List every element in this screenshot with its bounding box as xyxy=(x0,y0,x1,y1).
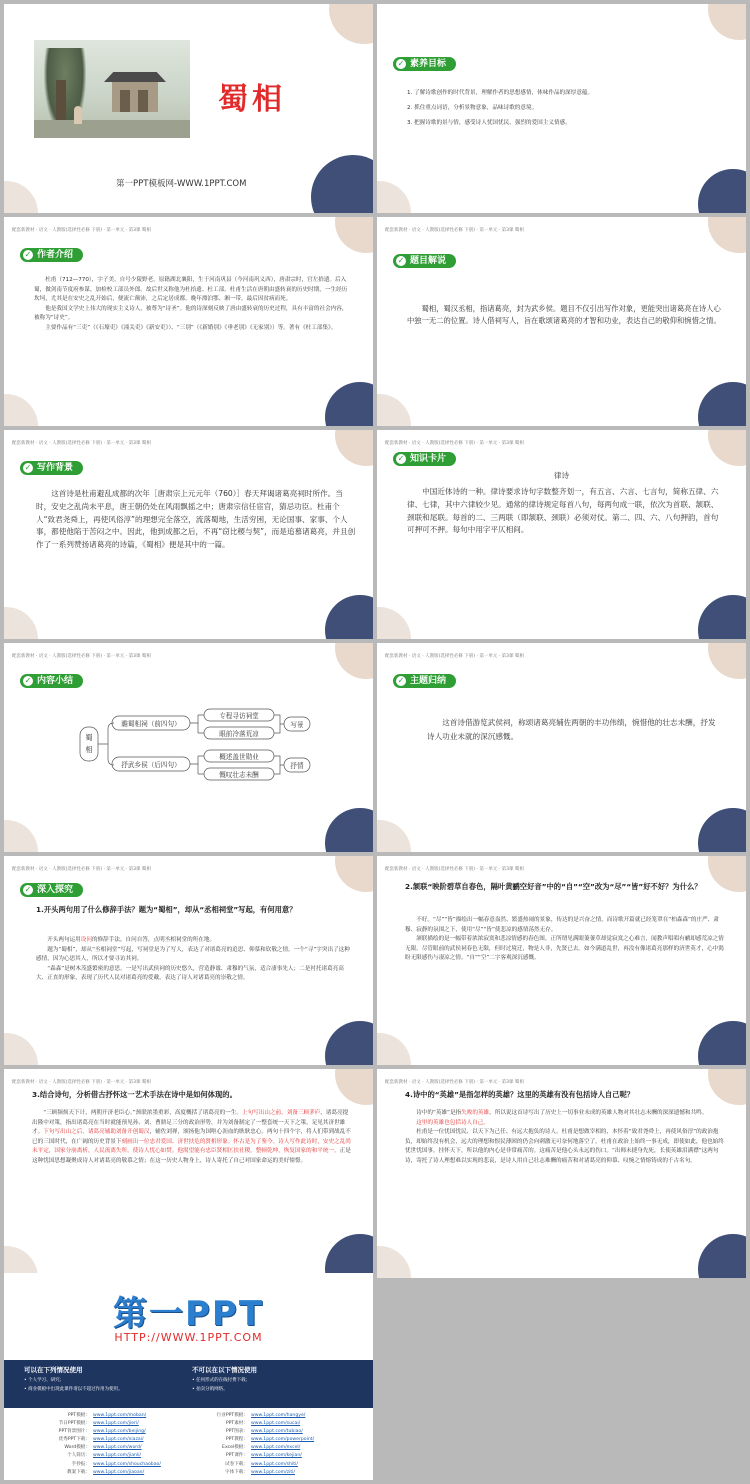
slide-explore-2 xyxy=(377,856,746,1065)
link-url[interactable]: www.1ppt.com/jieri/ xyxy=(93,1421,139,1427)
decor-circle xyxy=(335,217,373,253)
link-label: PPT教程： xyxy=(225,1437,248,1443)
link-url[interactable]: www.1ppt.com/sucai/ xyxy=(251,1421,301,1427)
link-label: 优秀PPT下载： xyxy=(58,1437,90,1443)
diagram-leaf: 专程寻访祠堂 xyxy=(219,712,259,720)
links-right-column xyxy=(192,1412,362,1477)
links-left-column xyxy=(34,1412,194,1477)
section-tag-label: 素养目标 xyxy=(410,59,447,69)
slide-explore-4 xyxy=(377,1069,746,1278)
slide-knowledge-card xyxy=(377,430,746,639)
answer-highlight: 下句写出山之后，诸葛亮辅助刘备开创蜀汉 xyxy=(43,1129,150,1136)
slide-credits xyxy=(4,1273,373,1480)
usage-allowed-item: • 个人学习、研究； xyxy=(24,1378,65,1383)
slide-explore-3 xyxy=(4,1069,373,1278)
decor-circle xyxy=(698,595,746,639)
decor-circle xyxy=(377,394,411,426)
question: 3.结合诗句，分析借古抒怀这一艺术手法在诗中是如何体现的。 xyxy=(32,1090,237,1099)
goal-item: 3. 把握诗歌的景与情，感受诗人忧国忧民、强烈的爱国主义情感。 xyxy=(407,120,571,126)
paragraph: 杜甫（712—770），字子美，自号少陵野老。原籍湖北襄阳，生于河南巩县（今河南巩义西），唐肃宗时，官左拾遗。后入蜀，做剑南节度府参谋，加检校工部员外郎。故后世又称他为杜拾遗、杜工部。杜甫生活在唐朝由盛转衰的历史时期，一生经历坎坷，尤其是在安史之乱开始后，便流亡颠沛，之后定居成都。晚年漂泊鄂、湘一带，最后因贫病而死。 xyxy=(34,277,348,303)
brand-url: HTTP://WWW.1PPT.COM xyxy=(114,1331,263,1344)
paragraph: 杜甫是一位忧国忧民、以天下为己任、有远大抱负的诗人。杜甫是想做宰相的，本怀着“致君尧舜上，再使风俗淳”的政治抱负，却始终没有机会，远大的理想和恨民薄困的仍会向刺激无可奈何地落空了。杜甫在政治上始终一事无成，即使如此，他也始终忧世忧国事，挂怀天下，所以他的内心是非常痛苦的。这痛苦是他心头永远的伤口。“出师未捷身先死，长使英雄泪满襟”这两句诗，寄托了诗人理想难以实现的悲哀，是诗人用自己壮志难酬的痛苦和对诸葛亮的仰慕、叹惋之情熔铸成的千古名句。 xyxy=(405,1129,724,1164)
answer-part: ，诸葛亮提出隆中对策，指出诸葛亮在当时就能预见孙、刘、曹鼎足三分的政治形势，并为刘备制定了一整套统一天下之策，足见其济世雄才。 xyxy=(32,1110,349,1136)
answer-highlight: 这里的英雄也包括诗人自己。 xyxy=(416,1119,489,1126)
section-tag-label: 内容小结 xyxy=(37,676,74,686)
paragraph: 这首诗借游览武侯祠，称颂诸葛亮辅佐两朝的丰功伟绩，惋惜他的壮志未酬，抒发诗人功业未就的深沉感慨。 xyxy=(427,718,716,741)
link-row xyxy=(192,1420,362,1428)
breadcrumb: 配套新教材 · 语文 · 人教版(选择性必修 下册) · 第一单元 · 第3课 蜀相 xyxy=(385,1080,524,1085)
link-row xyxy=(192,1469,362,1477)
link-row xyxy=(34,1420,194,1428)
check-icon: ✓ xyxy=(397,256,405,265)
goal-item: 1. 了解诗歌创作的时代背景，理解作者的思想感情，体味作品的深厚意蕴。 xyxy=(407,90,594,96)
slide-cover xyxy=(4,4,373,213)
section-tag-label: 知识卡片 xyxy=(410,454,447,464)
answer-part: ，辅佐刘禅，颂扬他为国呕心沥血的耿耿忠心。两句十四个字，将人们带到战乱不已的三国时代，在广阔的历史背景下 xyxy=(32,1129,351,1145)
usage-allowed-item: • 商业模板中出现此课件请以不超过作用为使用。 xyxy=(24,1387,123,1392)
section-tag xyxy=(20,461,83,475)
summary-diagram xyxy=(4,643,373,852)
diagram-result: 抒情 xyxy=(290,762,304,770)
link-label: 节日PPT模板： xyxy=(58,1421,90,1427)
site-footer: 第一PPT模板网-WWW.1PPT.COM xyxy=(116,179,247,189)
slide-title-explain xyxy=(377,217,746,426)
section-tag-label: 写作背景 xyxy=(37,463,74,473)
section-tag xyxy=(393,452,456,466)
section-tag xyxy=(20,883,83,897)
paragraph: 蜀相，蜀汉丞相，指诸葛亮，封为武乡侯。题目不仅引出写作对象，更能突出诸葛亮在诗人心中独一无二的位置。诗人借祠写人，旨在歌颂诸葛亮的才智和功业，表达自己的敬仰和惋惜之情。 xyxy=(407,304,721,326)
section-tag xyxy=(20,248,83,262)
link-row xyxy=(34,1444,194,1452)
decor-circle xyxy=(698,1234,746,1278)
answer-highlight: 上句写出山之前，刘备三顾茅庐 xyxy=(241,1110,321,1116)
breadcrumb: 配套新教材 · 语文 · 人教版(选择性必修 下册) · 第一单元 · 第3课 蜀相 xyxy=(385,654,524,659)
question: 1.开头两句用了什么修辞手法？题为“蜀相”，却从“丞相祠堂”写起，有何用意？ xyxy=(36,905,297,914)
breadcrumb: 配套新教材 · 语文 · 人教版(选择性必修 下册) · 第一单元 · 第3课 蜀相 xyxy=(385,441,524,446)
link-label: 行业PPT模板： xyxy=(216,1413,248,1418)
slide-goals xyxy=(377,4,746,213)
link-url[interactable]: www.1ppt.com/moban/ xyxy=(93,1413,147,1418)
decor-circle xyxy=(325,1234,373,1278)
breadcrumb: 配套新教材 · 语文 · 人教版(选择性必修 下册) · 第一单元 · 第3课 蜀相 xyxy=(12,654,151,659)
link-url[interactable]: www.1ppt.com/xiazai/ xyxy=(93,1437,144,1443)
link-url[interactable]: www.1ppt.com/jiaoan/ xyxy=(93,1469,145,1475)
decor-circle xyxy=(335,430,373,466)
answer-highlight: 失败的英雄 xyxy=(461,1110,490,1116)
answer-part: 正是这种忧国思想凝聚成诗人对诸葛亮的敬慕之情；在这一历史人物身上，诗人寄托了自己对国家命运的美好憧憬。 xyxy=(32,1148,351,1164)
answer-part: 开头两句运用 xyxy=(47,937,81,943)
link-row xyxy=(34,1436,194,1444)
section-tag-label: 主题归纳 xyxy=(410,676,447,686)
question: 2.颔联“映阶碧草自春色，隔叶黄鹂空好音”中的“自”“空”改为“尽”“皆”好不好？为什么？ xyxy=(405,882,702,891)
diagram-branch-2: 抒武乡侯（后四句） xyxy=(121,761,181,769)
link-label: PPT模板： xyxy=(67,1413,90,1418)
link-row xyxy=(34,1469,194,1477)
check-icon: ✓ xyxy=(397,59,405,68)
decor-circle xyxy=(325,595,373,639)
decor-circle xyxy=(698,382,746,426)
diagram-leaf: 慨叹壮志未酬 xyxy=(219,771,259,779)
answer-part: 的修辞手法，自问自答，点明丞相祠堂的所在地。 xyxy=(91,937,216,943)
link-row xyxy=(192,1452,362,1460)
paragraph: 不好。“尽”“皆”描绘出一幅春意盎然、繁盛热闹的景象，传达的是兴奋之情，而诗歌开篇就已经笼罩在“柏森森”的庄严、肃穆、寂静的氛围之下，使用“尽”“皆”使悲凉的感情荡然无存。 xyxy=(405,917,719,933)
link-url[interactable]: www.1ppt.com/excel/ xyxy=(251,1445,301,1451)
link-url[interactable]: www.1ppt.com/ziti/ xyxy=(251,1469,295,1475)
diagram-root-1: 蜀 xyxy=(85,733,93,742)
check-icon: ✓ xyxy=(397,676,405,685)
slide-author xyxy=(4,217,373,426)
link-label: 手抄报： xyxy=(71,1461,90,1467)
breadcrumb: 配套新教材 · 语文 · 人教版(选择性必修 下册) · 第一单元 · 第3课 蜀相 xyxy=(12,228,151,233)
link-label: PPT课件： xyxy=(225,1453,248,1459)
link-label: 个人简历： xyxy=(67,1453,90,1459)
slide-title: 蜀相 xyxy=(218,82,286,117)
answer-highlight: 刻画出一位忠君爱国、济世扶危的贤相形象。怀古是为了鉴今。诗人写作此诗时，安史之乱尚未平定，国家分崩离析，人民流离失所，使诗人忧心如焚。他渴望能有忠臣贤相匡扶社稷，整顿乾坤，恢复国家的和平统一。 xyxy=(32,1138,351,1155)
link-label: 字体下载： xyxy=(225,1469,248,1475)
link-url[interactable]: www.1ppt.com/jianli/ xyxy=(93,1453,142,1459)
card-heading: 律诗 xyxy=(553,471,570,480)
paragraph: 题为“蜀相”，却从“丞相祠堂”写起，写祠堂是为了写人，表达了对诸葛亮的追思、仰慕和钦敬之情。一个“寻”字突出了这种感情，因为心思其人，所以才要寻访其祠。 xyxy=(36,946,350,963)
slide-summary xyxy=(4,643,373,852)
section-tag-label: 深入探究 xyxy=(37,885,74,895)
goals-list xyxy=(407,86,727,131)
answer-part: ，所以说这首诗写出了历史上一切事业未成的英雄人物对其壮志未酬的深深遗憾和共鸣。 xyxy=(489,1110,708,1116)
slide-background xyxy=(4,430,373,639)
link-row xyxy=(192,1444,362,1452)
check-icon: ✓ xyxy=(24,463,32,472)
diagram-result: 写景 xyxy=(290,721,304,729)
diagram-leaf: 眼前冷落荒凉 xyxy=(219,730,259,738)
brand-logo: 第一PPT xyxy=(112,1294,265,1334)
link-url[interactable]: www.1ppt.com/shouchaobao/ xyxy=(93,1461,161,1467)
decor-circle xyxy=(698,169,746,213)
decor-circle xyxy=(708,217,746,253)
decor-circle xyxy=(708,643,746,679)
link-url[interactable]: www.1ppt.com/powerpoint/ xyxy=(251,1437,315,1443)
answer-text xyxy=(405,916,725,964)
breadcrumb: 配套新教材 · 语文 · 人教版(选择性必修 下册) · 第一单元 · 第3课 蜀相 xyxy=(385,867,524,872)
author-text xyxy=(34,276,350,334)
link-row xyxy=(34,1412,194,1420)
decor-circle xyxy=(377,181,411,213)
link-label: Excel模板： xyxy=(222,1445,248,1451)
link-row xyxy=(192,1436,362,1444)
link-url[interactable]: www.1ppt.com/hangye/ xyxy=(251,1413,306,1418)
usage-allowed-heading: 可以在下列情况使用 xyxy=(24,1366,83,1374)
slide-explore-1 xyxy=(4,856,373,1065)
check-icon: ✓ xyxy=(24,885,32,894)
breadcrumb: 配套新教材 · 语文 · 人教版(选择性必修 下册) · 第一单元 · 第3课 蜀相 xyxy=(12,1080,151,1085)
link-url[interactable]: www.1ppt.com/word/ xyxy=(93,1445,142,1451)
section-tag xyxy=(393,674,456,688)
goal-item: 2. 抓住重点词语，分析景物意象，品味诗歌的意境。 xyxy=(407,105,538,111)
decor-circle xyxy=(377,607,411,639)
paragraph: 主要作品有“三吏”（《石壕吏》《潼关吏》《新安吏》）、“三别”（《新婚别》《垂老别》《无家别》）等。著有《杜工部集》。 xyxy=(45,324,337,331)
section-tag xyxy=(393,254,456,268)
link-row xyxy=(192,1412,362,1420)
breadcrumb: 配套新教材 · 语文 · 人教版(选择性必修 下册) · 第一单元 · 第3课 蜀相 xyxy=(385,228,524,233)
link-row xyxy=(192,1461,362,1469)
decor-circle xyxy=(708,430,746,466)
check-icon: ✓ xyxy=(24,676,32,685)
paragraph: 这首诗是杜甫避乱成都的次年［唐肃宗上元元年（760）］春天拜谒诸葛亮祠时所作。当时，安史之乱尚未平息，唐王朝仍处在风雨飘摇之中；唐肃宗信任宦官，猜忌功臣。杜甫个人“致君尧舜上，再使风俗淳”的理想完全落空，流落蜀地，生活穷困，无论国事、家事、个人事，都使他陷于苦闷之中。因此，他到成都之后，不再“窃比稷与契”，而是追慕诸葛亮，并且创作了一系列赞扬诸葛亮的诗篇，《蜀相》便是其中的一篇。 xyxy=(36,489,356,550)
usage-denied-item: • 任何形式的在线付费下载； xyxy=(192,1378,251,1383)
decor-circle xyxy=(4,607,38,639)
slide-theme xyxy=(377,643,746,852)
decor-circle xyxy=(335,856,373,892)
link-url[interactable]: www.1ppt.com/beijing/ xyxy=(93,1429,146,1435)
decor-circle xyxy=(325,1021,373,1065)
decor-circle xyxy=(708,4,746,40)
link-url[interactable]: www.1ppt.com/kejian/ xyxy=(251,1453,302,1459)
link-url[interactable]: www.1ppt.com/shiti/ xyxy=(251,1461,298,1467)
paragraph: 中国近体诗的一种。律诗要求诗句字数整齐划一，有五言、六言、七言句，简称五律、六律、七律，其中六律较少见。通常的律诗规定每首八句，每两句成一联，依次为首联、颔联、颈联和尾联。每首的二、三两联（即颔联、颈联）必须对仗。第二、四、六、八句押韵，首句可押可不押。每句中用字平仄相间。 xyxy=(407,487,719,535)
cover-painting xyxy=(34,40,190,138)
diagram-root-2: 相 xyxy=(85,745,93,754)
paragraph: 他是我国文学史上伟大的现实主义诗人，被尊为“诗圣”。他的诗深刻反映了唐由盛转衰的历史过程，具有丰富的社会内容，被称为“诗史”。 xyxy=(34,305,348,322)
link-label: 试卷下载： xyxy=(225,1461,248,1467)
paragraph: 颔联描绘的是一幅带着浓浓寂寞和悲凉情感的春色图。正所谓见满眼萋萋草却觉寂寞之心难言，闻教声唱唱有鹂却感荒凉之情无限。尽管眼前的武侯祠春色无限，但时过境迁，物是人非，先贤已去。如今满道乱世，再没有像诸葛亮那样的济世英才，心中渴盼无限感伤与凄凉之情。“自”“空”二字客观深沉感慨。 xyxy=(405,936,724,962)
answer-text xyxy=(32,1109,352,1167)
link-label: PPT图表： xyxy=(225,1429,248,1435)
decor-circle xyxy=(311,155,373,213)
decor-circle xyxy=(377,1033,411,1065)
answer-highlight: 设问 xyxy=(80,937,92,943)
decor-circle xyxy=(325,382,373,426)
answer-text xyxy=(405,1109,725,1167)
decor-circle xyxy=(4,181,38,213)
decor-circle xyxy=(4,394,38,426)
decor-circle xyxy=(377,820,411,852)
section-tag xyxy=(393,57,456,71)
decor-circle xyxy=(329,4,373,44)
usage-denied-heading: 不可以在以下情况使用 xyxy=(192,1366,257,1374)
link-label: 教案下载： xyxy=(67,1469,90,1475)
link-url[interactable]: www.1ppt.com/tubiao/ xyxy=(251,1429,303,1435)
decor-circle xyxy=(377,1246,411,1278)
link-label: PPT素材： xyxy=(225,1421,248,1427)
answer-text xyxy=(36,936,352,984)
link-label: PPT背景图片： xyxy=(58,1429,90,1435)
decor-circle xyxy=(698,1021,746,1065)
decor-circle xyxy=(4,1033,38,1065)
decor-circle xyxy=(698,808,746,852)
breadcrumb: 配套新教材 · 语文 · 人教版(选择性必修 下册) · 第一单元 · 第3课 蜀相 xyxy=(12,867,151,872)
link-row xyxy=(34,1452,194,1460)
section-tag-label: 作者介绍 xyxy=(37,250,74,260)
diagram-branch-1: 瞻蜀相祠（前四句） xyxy=(121,720,181,728)
link-label: Word模板： xyxy=(64,1445,90,1451)
check-icon: ✓ xyxy=(24,250,32,259)
answer-part: “三顾频烦天下计，两朝开济老臣心。”颈联浓墨重彩，高度概括了诸葛亮的一生。 xyxy=(43,1110,242,1116)
link-row xyxy=(34,1461,194,1469)
question: 4.诗中的“英雄”是指怎样的英雄？这里的英雄有没有包括诗人自己呢？ xyxy=(405,1090,635,1099)
usage-panel xyxy=(4,1360,373,1408)
check-icon: ✓ xyxy=(397,454,405,463)
diagram-leaf: 概述盖世勋业 xyxy=(219,753,259,761)
link-row xyxy=(192,1428,362,1436)
section-tag-label: 题目解说 xyxy=(410,256,447,266)
breadcrumb: 配套新教材 · 语文 · 人教版(选择性必修 下册) · 第一单元 · 第3课 蜀相 xyxy=(12,441,151,446)
answer-part: 诗中的“英雄”是指 xyxy=(416,1110,462,1116)
link-row xyxy=(34,1428,194,1436)
paragraph: “森森”是树木茂盛繁密的意思。一是写出武侯祠的历史悠久，营造静谧、肃穆的气氛，适合凄事先人；二是衬托诸葛亮高大、正直的形象，表现了历代人民对诸葛亮的爱戴，表达了诗人对诸葛亮的崇敬之情。 xyxy=(36,965,344,982)
usage-denied-item: • 拍卖分销网络。 xyxy=(192,1387,228,1392)
